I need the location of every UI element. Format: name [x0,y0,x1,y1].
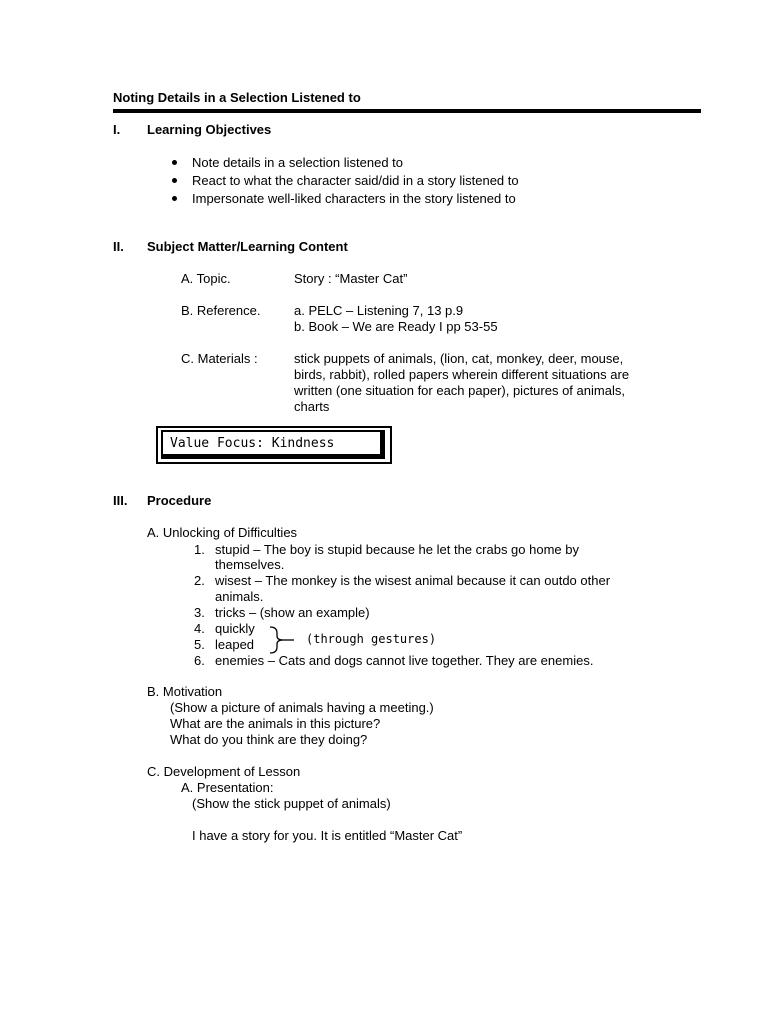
motivation-label: B. Motivation [147,684,223,699]
bullet-icon [172,196,177,201]
section-heading-procedure: Procedure [147,493,212,508]
presentation-note: (Show the stick puppet of animals) [192,796,391,811]
bullet-icon [172,178,177,183]
right-brace-icon [264,625,300,655]
difficulty-item: wisest – The monkey is the wisest animal because it can outdo other [215,573,611,588]
section-number-2: II. [113,239,124,254]
difficulty-item: leaped [215,637,255,652]
value-focus-text: Value Focus: Kindness [170,436,335,451]
materials-line: stick puppets of animals, (lion, cat, monkey, deer, mouse, [294,351,624,366]
difficulty-number: 2. [194,573,205,588]
document-title: Noting Details in a Selection Listened to [113,90,361,105]
materials-line: written (one situation for each paper), pictures of animals, [294,383,625,398]
section-number-1: I. [113,122,121,137]
difficulty-item: enemies – Cats and dogs cannot live together. They are enemies. [215,653,594,668]
difficulty-item: quickly [215,621,255,636]
difficulty-item-cont: animals. [215,589,264,604]
difficulty-number: 5. [194,637,205,652]
motivation-line: (Show a picture of animals having a meeting.) [170,700,434,715]
presentation-label: A. Presentation: [181,780,274,795]
bullet-icon [172,160,177,165]
objective-item: React to what the character said/did in a story listened to [192,173,519,188]
title-rule [113,109,701,113]
development-label: C. Development of Lesson [147,764,301,779]
reference-line: b. Book – We are Ready I pp 53-55 [294,319,498,334]
difficulty-number: 3. [194,605,205,620]
objective-item: Note details in a selection listened to [192,155,404,170]
section-heading-subject-matter: Subject Matter/Learning Content [147,239,348,254]
gestures-note: (through gestures) [306,632,437,646]
presentation-text: I have a story for you. It is entitled “Master Cat” [192,828,463,843]
section-number-3: III. [113,493,128,508]
materials-line: birds, rabbit), rolled papers wherein different situations are [294,367,630,382]
objective-item: Impersonate well-liked characters in the story listened to [192,191,516,206]
difficulty-number: 6. [194,653,205,668]
reference-label: B. Reference. [181,303,261,318]
difficulty-number: 4. [194,621,205,636]
materials-line: charts [294,399,330,414]
topic-value: Story : “Master Cat” [294,271,408,286]
topic-label: A. Topic. [181,271,231,286]
difficulty-number: 1. [194,542,205,557]
reference-line: a. PELC – Listening 7, 13 p.9 [294,303,464,318]
motivation-line: What are the animals in this picture? [170,716,381,731]
section-heading-objectives: Learning Objectives [147,122,272,137]
difficulty-item: stupid – The boy is stupid because he let the crabs go home by [215,542,579,557]
unlocking-difficulties-label: A. Unlocking of Difficulties [147,525,298,540]
motivation-line: What do you think are they doing? [170,732,368,747]
difficulty-item-cont: themselves. [215,557,285,572]
difficulty-item: tricks – (show an example) [215,605,370,620]
materials-label: C. Materials : [181,351,258,366]
